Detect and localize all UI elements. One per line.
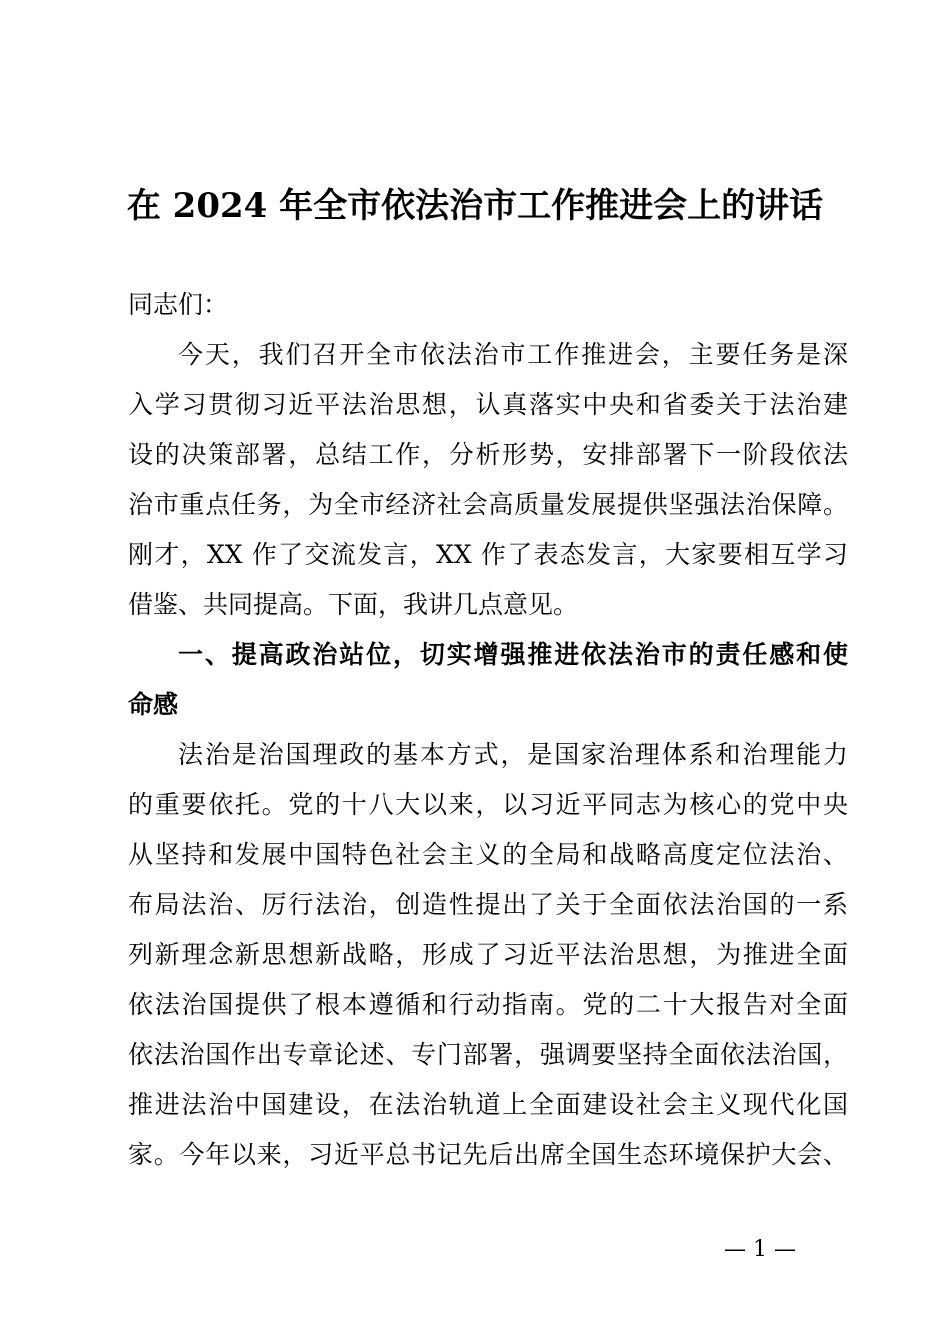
page-number: — 1 —	[724, 1237, 796, 1262]
paragraph-line: 推进法治中国建设，在法治轨道上全面建设社会主义现代化国	[128, 1090, 848, 1119]
paragraph-line: 从坚持和发展中国特色社会主义的全局和战略高度定位法治、	[128, 840, 848, 869]
section-heading-line: 一、提高政治站位，切实增强推进依法治市的责任感和使	[178, 640, 848, 669]
paragraph-line: 入学习贯彻习近平法治思想，认真落实中央和省委关于法治建	[128, 390, 848, 419]
paragraph-line: 依法治国作出专章论述、专门部署，强调要坚持全面依法治国，	[128, 1040, 848, 1069]
document-body	[128, 280, 848, 1180]
section-heading-line: 命感	[128, 690, 179, 719]
salutation: 同志们：	[128, 290, 229, 319]
paragraph-line: 依法治国提供了根本遵循和行动指南。党的二十大报告对全面	[128, 990, 848, 1019]
paragraph-line: 法治是治国理政的基本方式，是国家治理体系和治理能力	[178, 740, 848, 769]
paragraph-line: 布局法治、厉行法治，创造性提出了关于全面依法治国的一系	[128, 890, 848, 919]
paragraph-line: 家。今年以来，习近平总书记先后出席全国生态环境保护大会、	[128, 1140, 848, 1169]
paragraph-line: 的重要依托。党的十八大以来，以习近平同志为核心的党中央	[128, 790, 848, 819]
paragraph-line: 今天，我们召开全市依法治市工作推进会，主要任务是深	[178, 340, 848, 369]
paragraph-line: 刚才，XX 作了交流发言，XX 作了表态发言，大家要相互学习	[128, 540, 848, 569]
paragraph-line: 设的决策部署，总结工作，分析形势，安排部署下一阶段依法	[128, 440, 848, 469]
paragraph-line: 列新理念新思想新战略，形成了习近平法治思想，为推进全面	[128, 940, 848, 969]
paragraph-line: 治市重点任务，为全市经济社会高质量发展提供坚强法治保障。	[128, 490, 848, 519]
document-title: 在 2024 年全市依法治市工作推进会上的讲话	[126, 186, 824, 226]
paragraph-line: 借鉴、共同提高。下面，我讲几点意见。	[128, 590, 579, 619]
